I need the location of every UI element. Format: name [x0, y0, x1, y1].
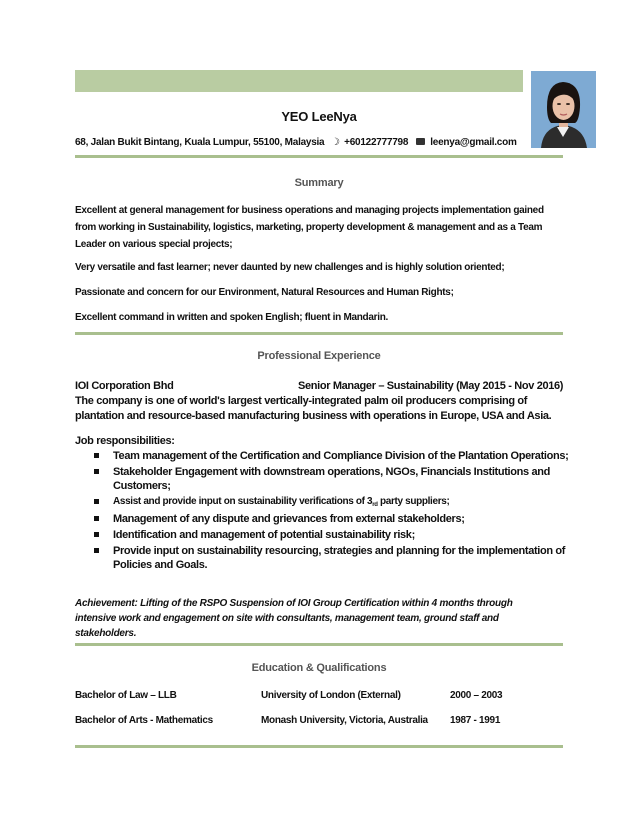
list-item: Team management of the Certification and Compliance Division of the Plantation Operations;	[94, 449, 573, 463]
summary-paragraph: Very versatile and fast learner; never daunted by new challenges and is highly solution oriented;	[75, 262, 505, 273]
list-item: Management of any dispute and grievances from external stakeholders;	[94, 512, 573, 526]
bullet-icon	[94, 548, 99, 553]
bullet-icon	[94, 532, 99, 537]
institution: University of London (External)	[261, 690, 401, 701]
phone-icon: ☽	[330, 137, 340, 148]
bullet-icon	[94, 453, 99, 458]
bullet-icon	[94, 516, 99, 521]
envelope-icon	[416, 138, 425, 145]
divider	[75, 745, 563, 748]
education-heading: Education & Qualifications	[251, 662, 387, 674]
company-description: The company is one of world's largest vertically-integrated palm oil producers comprising of	[75, 395, 528, 407]
degree: Bachelor of Arts - Mathematics	[75, 715, 213, 726]
contact-line	[75, 137, 517, 148]
email-address: leenya@gmail.com	[430, 137, 517, 148]
study-years: 1987 - 1991	[450, 715, 501, 726]
responsibilities-label: Job responsibilities:	[75, 435, 175, 447]
job-role: Senior Manager – Sustainability (May 2015 - Nov 2016)	[298, 380, 564, 392]
company-description: plantation and resource-based manufacturing business with operations in Europe, USA and Asia.	[75, 410, 552, 422]
study-years: 2000 – 2003	[450, 690, 503, 701]
list-item: Provide input on sustainability resourcing, strategies and planning for the implementation of Policies and Goals.	[94, 544, 573, 572]
address: 68, Jalan Bukit Bintang, Kuala Lumpur, 55100, Malaysia	[75, 137, 325, 148]
phone-number: +60122777798	[344, 137, 409, 148]
divider	[75, 332, 563, 335]
divider	[75, 643, 563, 646]
summary-paragraph: Excellent command in written and spoken English; fluent in Mandarin.	[75, 312, 388, 323]
divider	[75, 155, 563, 158]
summary-heading: Summary	[294, 177, 344, 189]
bullet-icon	[94, 469, 99, 474]
bullet-icon	[94, 499, 99, 504]
experience-heading: Professional Experience	[257, 350, 381, 362]
header-band	[75, 70, 523, 92]
achievement: Achievement: Lifting of the RSPO Suspension of IOI Group Certification within 4 months through intensive work and engagement on site with consultants, management team, ground staff and stakeholders.	[75, 598, 513, 639]
responsibilities-list	[94, 449, 573, 574]
company-name: IOI Corporation Bhd	[75, 380, 174, 392]
list-item: Assist and provide input on sustainability verifications of 3rd party suppliers;	[94, 495, 573, 510]
institution: Monash University, Victoria, Australia	[261, 715, 428, 726]
degree: Bachelor of Law – LLB	[75, 690, 177, 701]
summary-paragraph: Passionate and concern for our Environment, Natural Resources and Human Rights;	[75, 287, 454, 298]
list-item: Identification and management of potential sustainability risk;	[94, 528, 573, 542]
summary-paragraph: Excellent at general management for business operations and managing projects implementation gained from working in Sustainability, logistics, marketing, property development & management and as a Team Leader on various special projects;	[75, 205, 544, 250]
list-item: Stakeholder Engagement with downstream operations, NGOs, Financials Institutions and Customers;	[94, 465, 573, 493]
candidate-name: YEO LeeNya	[281, 109, 357, 124]
